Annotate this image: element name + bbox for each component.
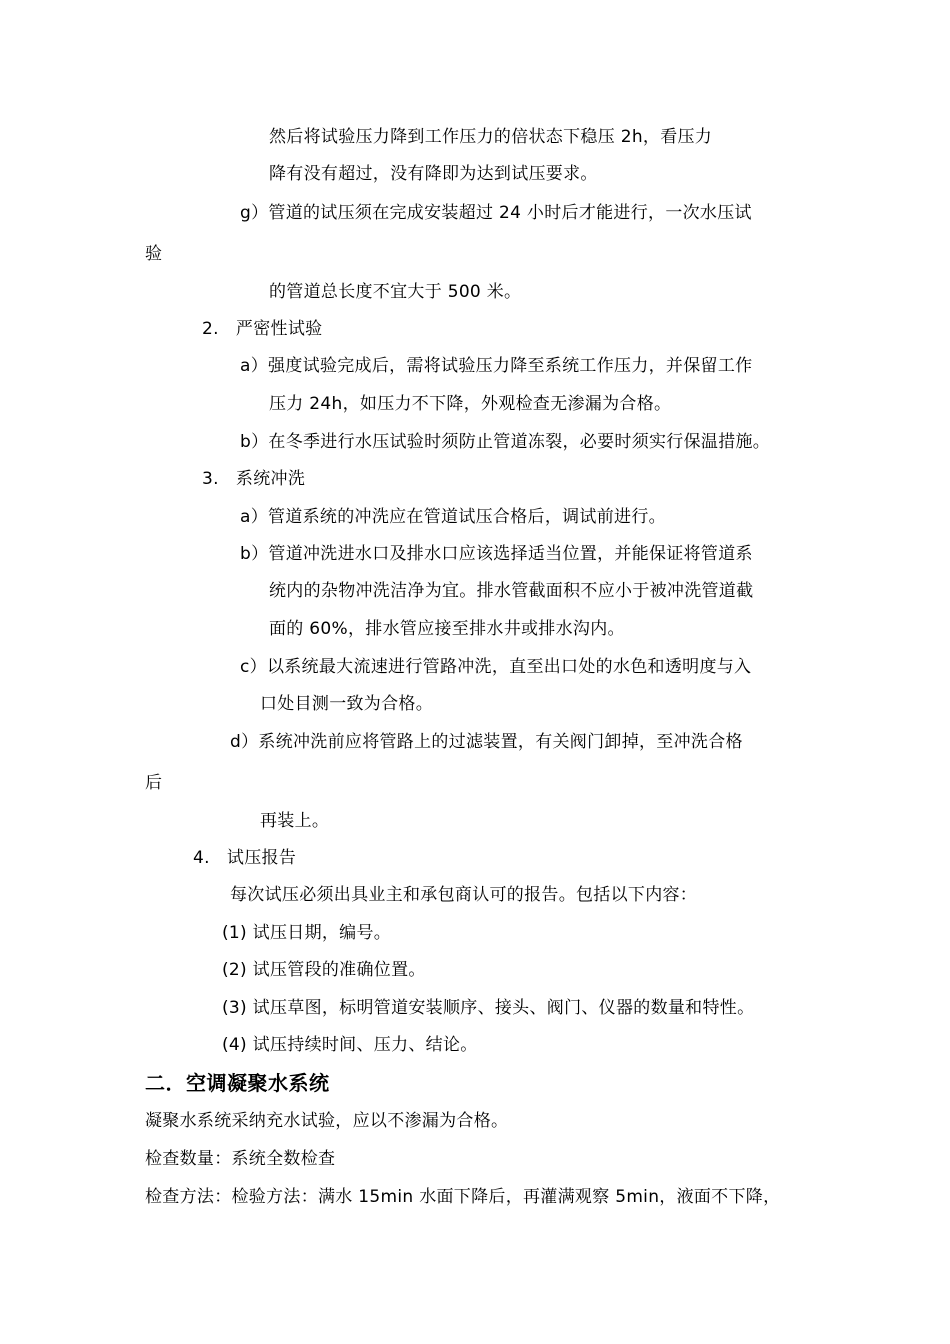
list-item-c: c）以系统最大流速进行管路冲洗，直至出口处的水色和透明度与入	[240, 657, 752, 677]
text-line: 统内的杂物冲洗洁净为宜。排水管截面积不应小于被冲洗管道截	[269, 581, 754, 601]
list-item-a: a）管道系统的冲洗应在管道试压合格后，调试前进行。	[240, 507, 666, 527]
text-line: 口处目测一致为合格。	[260, 694, 433, 714]
numbered-item-3: (3) 试压草图，标明管道安装顺序、接头、阀门、仪器的数量和特性。	[222, 998, 755, 1018]
text-line: 检查方法：检验方法：满水 15min 水面下降后，再灌满观察 5min，液面不下降，	[145, 1187, 781, 1207]
text-line: 压力 24h，如压力不下降，外观检查无渗漏为合格。	[269, 394, 672, 414]
text-line: 降有没有超过，没有降即为达到试压要求。	[269, 164, 598, 184]
list-item-b: b）在冬季进行水压试验时须防止管道冻裂，必要时须实行保温措施。	[240, 432, 771, 452]
section-heading-4: 4. 试压报告	[193, 848, 297, 868]
numbered-item-1: (1) 试压日期，编号。	[222, 923, 392, 943]
section-heading-2: 2. 严密性试验	[202, 319, 323, 339]
text-line: 凝聚水系统采纳充水试验，应以不渗漏为合格。	[145, 1111, 509, 1131]
text-line: 的管道总长度不宜大于 500 米。	[269, 282, 522, 302]
text-line: 面的 60%，排水管应接至排水井或排水沟内。	[269, 619, 625, 639]
section-heading-3: 3. 系统冲洗	[202, 469, 306, 489]
numbered-item-2: (2) 试压管段的准确位置。	[222, 960, 426, 980]
chapter-heading: 二．空调凝聚水系统	[145, 1071, 330, 1095]
text-line: 验	[145, 244, 163, 264]
text-line: 再装上。	[260, 811, 330, 831]
text-line: 每次试压必须出具业主和承包商认可的报告。包括以下内容：	[230, 885, 698, 905]
list-item-d: d）系统冲洗前应将管路上的过滤装置，有关阀门卸掉，至冲洗合格	[230, 732, 743, 752]
list-item-a: a）强度试验完成后，需将试验压力降至系统工作压力，并保留工作	[240, 356, 753, 376]
list-item-b: b）管道冲洗进水口及排水口应该选择适当位置，并能保证将管道系	[240, 544, 753, 564]
text-line: 然后将试验压力降到工作压力的倍状态下稳压 2h，看压力	[269, 127, 713, 147]
list-item-g: g）管道的试压须在完成安装超过 24 小时后才能进行，一次水压试	[240, 203, 752, 223]
numbered-item-4: (4) 试压持续时间、压力、结论。	[222, 1035, 478, 1055]
text-line: 检查数量：系统全数检查	[145, 1149, 336, 1169]
text-line: 后	[145, 773, 163, 793]
